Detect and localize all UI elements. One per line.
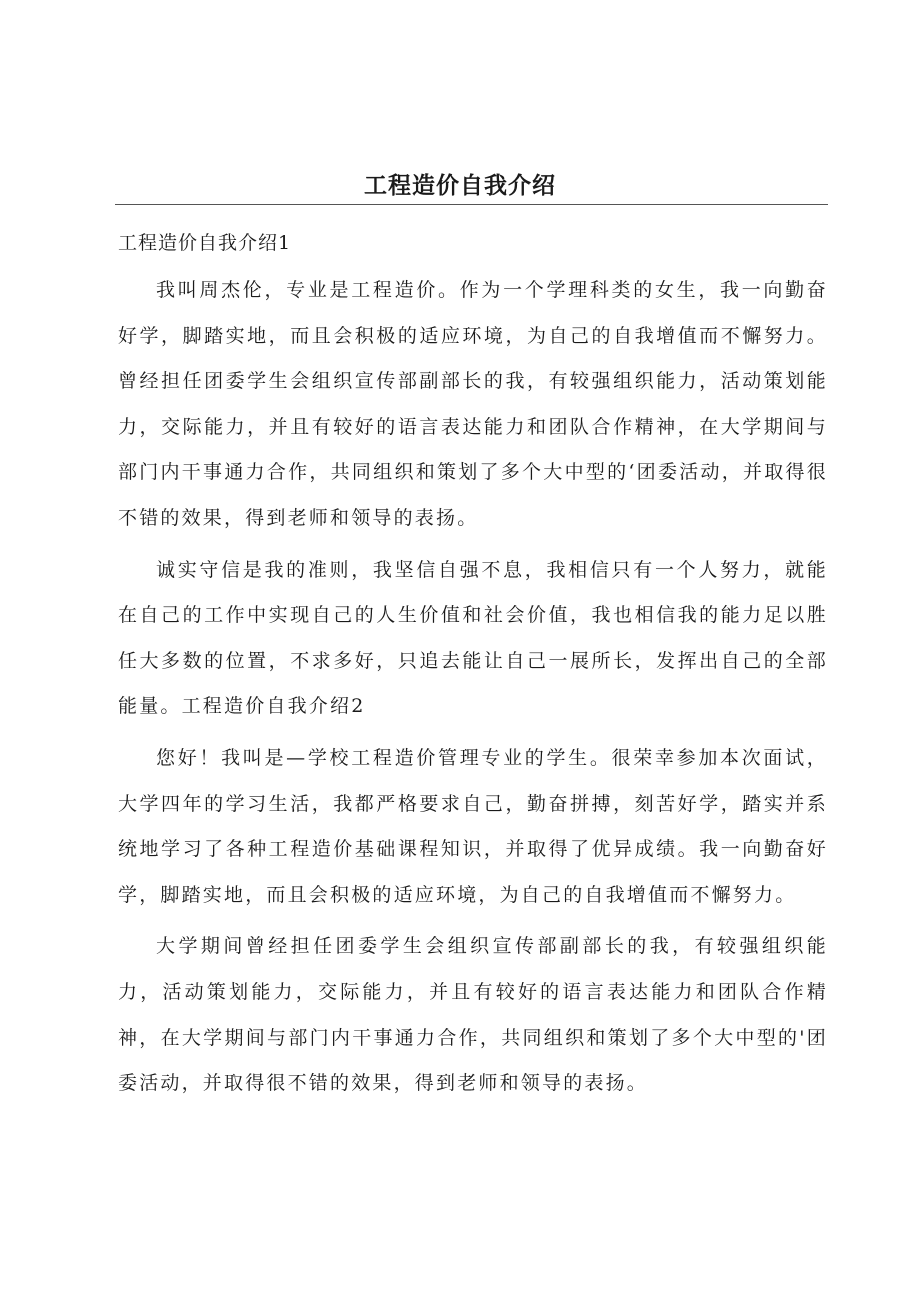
title-divider xyxy=(115,204,828,205)
section-heading: 工程造价自我介绍1 xyxy=(118,232,292,254)
document-title: 工程造价自我介绍 xyxy=(364,173,556,199)
paragraph-2: 诚实守信是我的准则，我坚信自强不息，我相信只有一个人努力，就能在自己的工作中实现自己的人生价值和社会价值，我也相信我的能力足以胜任大多数的位置，不求多好，只追去能让自己一展所长，发挥出自己的全部能量。工程造价自我介绍2 xyxy=(118,558,828,718)
paragraph-3: 您好！我叫是—学校工程造价管理专业的学生。很荣幸参加本次面试，大学四年的学习生活，我都严格要求自己，勤奋拼搏，刻苦好学，踏实并系统地学习了各种工程造价基础课程知识，并取得了优异成绩。我一向勤奋好学，脚踏实地，而且会积极的适应环境，为自己的自我增值而不懈努力。 xyxy=(118,746,828,906)
paragraph-1: 我叫周杰伦，专业是工程造价。作为一个学理科类的女生，我一向勤奋好学，脚踏实地，而且会积极的适应环境，为自己的自我增值而不懈努力。曾经担任团委学生会组织宣传部副部长的我，有较强组织能力，活动策划能力，交际能力，并且有较好的语言表达能力和团队合作精神，在大学期间与部门内干事通力合作，共同组织和策划了多个大中型的‘团委活动，并取得很不错的效果，得到老师和领导的表扬。 xyxy=(118,279,828,529)
document-body xyxy=(118,226,828,1113)
paragraph-4: 大学期间曾经担任团委学生会组织宣传部副部长的我，有较强组织能力，活动策划能力，交际能力，并且有较好的语言表达能力和团队合作精神，在大学期间与部门内干事通力合作，共同组织和策划了多个大中型的'团委活动，并取得很不错的效果，得到老师和领导的表扬。 xyxy=(118,935,828,1095)
